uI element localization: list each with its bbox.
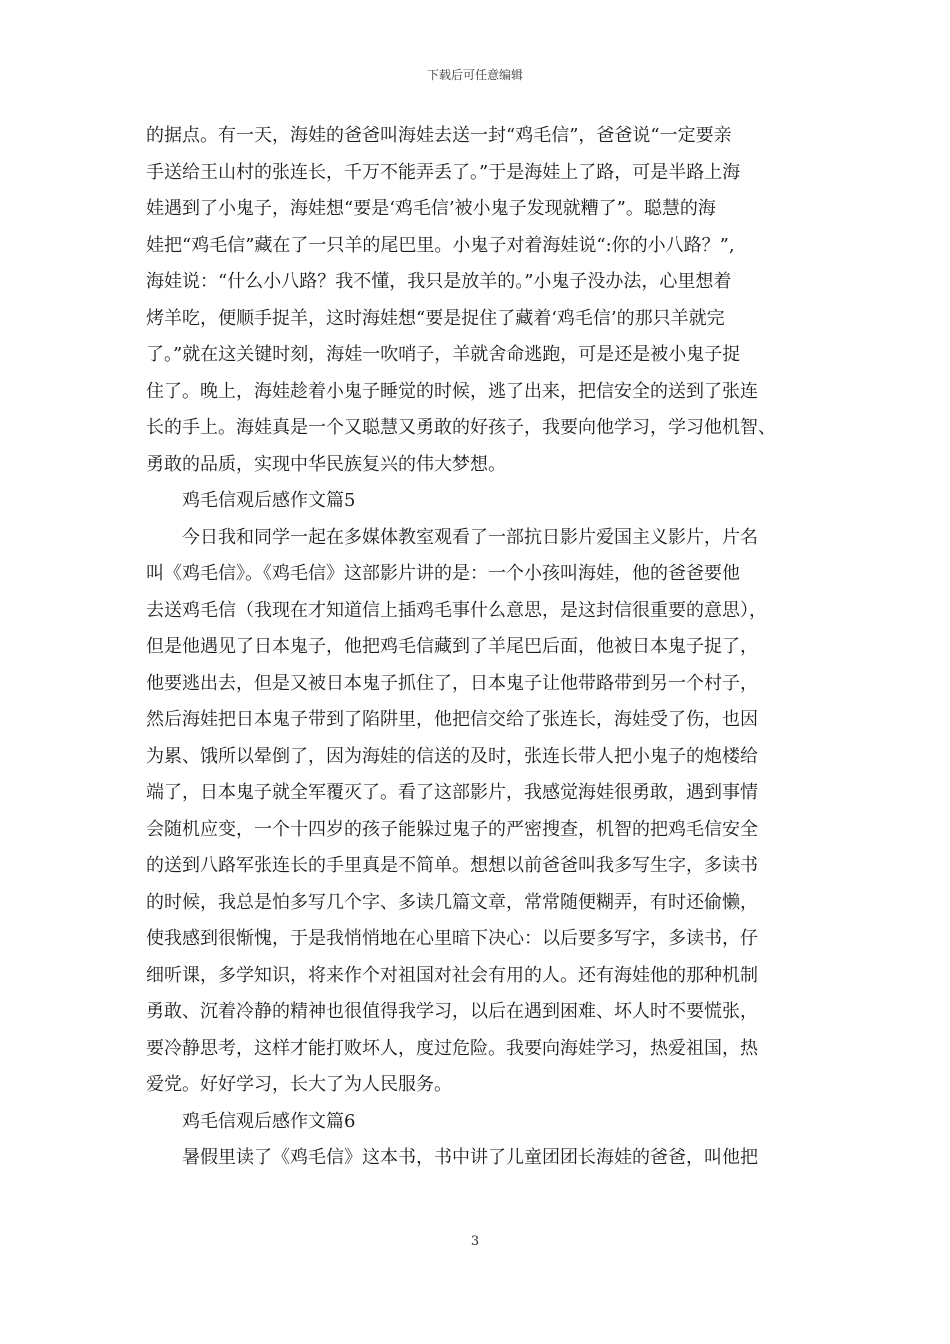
text-line: 了。”就在这关键时刻，海娃一吹哨子，羊就舍命逃跑，可是还是被小鬼子捉 (146, 344, 741, 365)
paragraph-first-line: 暑假里读了《鸡毛信》这本书，书中讲了儿童团团长海娃的爸爸，叫他把 (182, 1147, 758, 1168)
text-line: 烤羊吃，便顺手捉羊，这时海娃想“要是捉住了藏着‘鸡毛信’的那只羊就完 (146, 307, 725, 329)
text-line: 但是他遇见了日本鬼子，他把鸡毛信藏到了羊尾巴后面，他被日本鬼子捉了， (146, 636, 758, 657)
page-header: 下载后可任意编辑 (426, 68, 523, 82)
text-line: 海娃说：“什么小八路？我不懂，我只是放羊的。”小鬼子没办法，心里想着 (146, 271, 732, 292)
text-line: 然后海娃把日本鬼子带到了陷阱里，他把信交给了张连长，海娃受了伤，也因 (146, 709, 758, 730)
text-line: 的据点。有一天，海娃的爸爸叫海娃去送一封“鸡毛信”，爸爸说“一定要亲 (146, 125, 732, 146)
text-line: 勇敢、沉着冷静的精神也很值得我学习，以后在遇到困难、坏人时不要慌张， (146, 1001, 758, 1022)
text-line: 为累、饿所以晕倒了，因为海娃的信送的及时，张连长带人把小鬼子的炮楼给 (146, 745, 758, 767)
text-line: 娃把“鸡毛信”藏在了一只羊的尾巴里。小鬼子对着海娃说“:你的小八路？”, (146, 234, 735, 256)
text-line: 爱党。好好学习，长大了为人民服务。 (146, 1074, 452, 1095)
section-heading: 鸡毛信观后感作文篇5 (182, 490, 356, 511)
text-line: 端了，日本鬼子就全军覆灭了。看了这部影片，我感觉海娃很勇敢，遇到事情 (146, 782, 758, 803)
section-heading: 鸡毛信观后感作文篇6 (182, 1110, 356, 1132)
text-line: 细听课，多学知识，将来作个对祖国对社会有用的人。还有海娃他的那种机制 (146, 964, 758, 986)
text-line: 要冷静思考，这样才能打败坏人，度过危险。我要向海娃学习，热爱祖国，热 (146, 1037, 758, 1059)
text-line: 娃遇到了小鬼子，海娃想“要是‘鸡毛信’被小鬼子发现就糟了”。聪慧的海 (146, 198, 716, 219)
text-line: 的时候，我总是怕多写几个字、多读几篇文章，常常随便糊弄，有时还偷懒， (146, 891, 758, 913)
text-line: 长的手上。海娃真是一个又聪慧又勇敢的好孩子，我要向他学习，学习他机智、 (146, 417, 776, 438)
text-line: 使我感到很惭愧，于是我悄悄地在心里暗下决心：以后要多写字，多读书，仔 (146, 928, 758, 949)
paragraph-first-line: 今日我和同学一起在多媒体教室观看了一部抗日影片爱国主义影片，片名 (182, 526, 758, 548)
document-body (146, 118, 836, 1177)
text-line: 的送到八路军张连长的手里真是不简单。想想以前爸爸叫我多写生字，多读书 (146, 855, 758, 876)
page-number: 3 (470, 1234, 480, 1249)
text-line: 住了。晚上，海娃趁着小鬼子睡觉的时候，逃了出来，把信安全的送到了张连 (146, 380, 758, 402)
text-line: 叫《鸡毛信》。《鸡毛信》这部影片讲的是：一个小孩叫海娃，他的爸爸要他 (146, 563, 740, 584)
text-line: 他要逃出去，但是又被日本鬼子抓住了，日本鬼子让他带路带到另一个村子， (146, 672, 758, 694)
text-line: 去送鸡毛信（我现在才知道信上插鸡毛事什么意思，是这封信很重要的意思）， (146, 599, 767, 621)
text-line: 勇敢的品质，实现中华民族复兴的伟大梦想。 (146, 453, 506, 475)
text-line: 手送给王山村的张连长，千万不能弄丢了。”于是海娃上了路，可是半路上海 (146, 161, 741, 183)
text-line: 会随机应变，一个十四岁的孩子能躲过鬼子的严密搜查，机智的把鸡毛信安全 (146, 818, 758, 840)
